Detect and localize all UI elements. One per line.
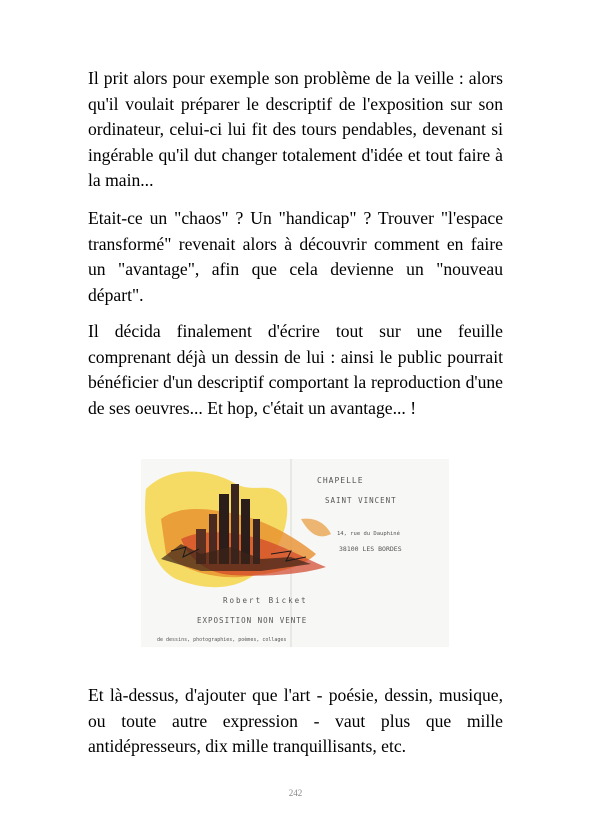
flyer-text-3: 14, rue du Dauphiné — [337, 531, 400, 537]
page-number: 242 — [288, 788, 303, 798]
flyer-text-4: 38100 LES BORDES — [339, 545, 402, 553]
paragraph-4: Et là-dessus, d'ajouter que l'art - poésie, dessin, musique, ou toute autre expression - vaut plus que mille antidépresseurs, dix mille tranquillisants, etc. — [88, 685, 503, 757]
flyer-text-1: CHAPELLE — [317, 476, 364, 485]
paragraph-2: Etait-ce un "chaos" ? Un "handicap" ? Trouver "l'espace transformé" revenait alors à découvrir comment en faire un "avantage", afin que cela devienne un "nouveau départ". — [88, 208, 503, 305]
exhibition-flyer-image — [141, 459, 449, 647]
paragraph-1: Il prit alors pour exemple son problème de la veille : alors qu'il voulait préparer le descriptif de l'exposition sur son ordinateur, celui-ci lui fit des tours pendables, devenant si ingérable qu'il dut changer totalement d'idée et tout faire à la main... — [88, 68, 503, 191]
flyer-text-5: Robert Bicket — [223, 596, 308, 605]
paragraph-3: Il décida finalement d'écrire tout sur une feuille comprenant déjà un dessin de lui : ainsi le public pourrait bénéficier d'un descriptif comportant la reproduction d'une de ses oeuvres... Et hop, c'était un avantage... ! — [88, 321, 503, 418]
flyer-text-2: SAINT VINCENT — [325, 496, 397, 505]
flyer-text-6: EXPOSITION NON VENTE — [197, 616, 308, 625]
flyer-text-7: de dessins, photographies, poèmes, collages — [157, 637, 287, 643]
